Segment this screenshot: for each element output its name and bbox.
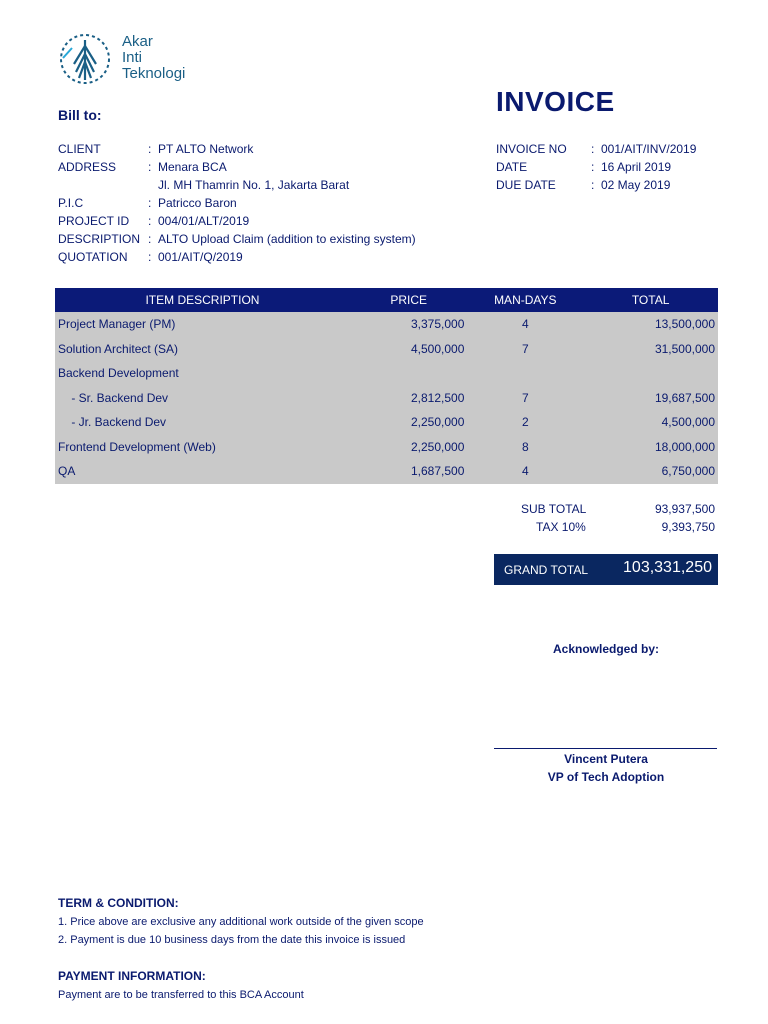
item-price: 4,500,000 (350, 337, 467, 362)
colon: : (148, 142, 152, 156)
colon: : (591, 178, 595, 192)
project-id-label: PROJECT ID (58, 214, 130, 228)
quotation-value: 001/AIT/Q/2019 (158, 250, 243, 264)
invoice-info-block (496, 140, 696, 194)
invoice-title: INVOICE (496, 86, 615, 117)
item-total: 19,687,500 (583, 386, 718, 411)
colon: : (148, 160, 152, 174)
date-label: DATE (496, 160, 528, 174)
item-description: Project Manager (PM) (55, 312, 350, 337)
table-row (55, 435, 718, 460)
item-man-days (467, 361, 583, 386)
item-description: - Jr. Backend Dev (55, 410, 350, 435)
payment-heading: PAYMENT INFORMATION: (58, 969, 206, 983)
bill-to-heading: Bill to: (58, 107, 102, 123)
item-description: - Sr. Backend Dev (55, 386, 350, 411)
table-row (55, 386, 718, 411)
logo-text-inti: Inti (122, 49, 143, 66)
company-logo (58, 32, 208, 88)
header-item-description: ITEM DESCRIPTION (55, 288, 350, 312)
item-price: 3,375,000 (350, 312, 467, 337)
pic-label: P.I.C (58, 196, 84, 210)
payment-line-1: Payment are to be transferred to this BCA Account (58, 989, 304, 1001)
invoice-no-value: 001/AIT/INV/2019 (601, 142, 697, 156)
item-price: 2,812,500 (350, 386, 467, 411)
item-description: Backend Development (55, 361, 350, 386)
table-row (55, 337, 718, 362)
header-man-days: MAN-DAYS (467, 288, 583, 312)
items-table (55, 288, 718, 484)
item-man-days: 8 (467, 435, 583, 460)
colon: : (148, 214, 152, 228)
project-id-value: 004/01/ALT/2019 (158, 214, 250, 228)
colon: : (591, 142, 595, 156)
tax-value: 9,393,750 (661, 520, 715, 534)
colon: : (591, 160, 595, 174)
item-man-days: 4 (467, 312, 583, 337)
table-row (55, 312, 718, 337)
terms-line-2: 2. Payment is due 10 business days from the date this invoice is issued (58, 934, 406, 946)
item-description: QA (55, 459, 350, 484)
table-row (55, 459, 718, 484)
header-total: TOTAL (583, 288, 718, 312)
client-label: CLIENT (58, 142, 101, 156)
colon: : (148, 232, 152, 246)
quotation-label: QUOTATION (58, 250, 128, 264)
item-price (350, 361, 467, 386)
acknowledged-by-label: Acknowledged by: (552, 642, 659, 656)
item-description: Solution Architect (SA) (55, 337, 350, 362)
grand-total-label: GRAND TOTAL (504, 563, 589, 577)
item-price: 1,687,500 (350, 459, 467, 484)
item-total (583, 361, 718, 386)
due-date-label: DUE DATE (496, 178, 556, 192)
address-value-line2: Jl. MH Thamrin No. 1, Jakarta Barat (158, 178, 350, 192)
item-price: 2,250,000 (350, 410, 467, 435)
colon: : (148, 196, 152, 210)
item-man-days: 7 (467, 386, 583, 411)
pic-value: Patricco Baron (158, 196, 237, 210)
item-total: 18,000,000 (583, 435, 718, 460)
item-description: Frontend Development (Web) (55, 435, 350, 460)
tree-logo-icon (58, 32, 116, 86)
grand-total-value: 103,331,250 (623, 559, 712, 576)
grand-total-box (494, 554, 718, 585)
subtotal-value: 93,937,500 (654, 502, 715, 516)
table-row (55, 361, 718, 386)
item-man-days: 7 (467, 337, 583, 362)
tax-label: TAX 10% (536, 520, 586, 534)
item-total: 6,750,000 (583, 459, 718, 484)
signer-name: Vincent Putera (564, 752, 648, 766)
item-man-days: 4 (467, 459, 583, 484)
colon: : (148, 250, 152, 264)
item-total: 4,500,000 (583, 410, 718, 435)
item-total: 31,500,000 (583, 337, 718, 362)
description-value: ALTO Upload Claim (addition to existing system) (158, 232, 416, 246)
table-header-row (55, 288, 718, 312)
item-price: 2,250,000 (350, 435, 467, 460)
client-info-block (58, 140, 416, 266)
address-label: ADDRESS (58, 160, 117, 174)
header-price: PRICE (350, 288, 467, 312)
table-row (55, 410, 718, 435)
signer-role: VP of Tech Adoption (547, 770, 665, 784)
subtotal-label: SUB TOTAL (521, 502, 587, 516)
terms-heading: TERM & CONDITION: (58, 896, 179, 910)
due-date-value: 02 May 2019 (601, 178, 671, 192)
address-value-line1: Menara BCA (158, 160, 227, 174)
logo-text-teknologi: Teknologi (122, 65, 186, 82)
client-value: PT ALTO Network (158, 142, 254, 156)
invoice-no-label: INVOICE NO (496, 142, 567, 156)
logo-text-akar: Akar (122, 33, 153, 50)
terms-line-1: 1. Price above are exclusive any additional work outside of the given scope (58, 916, 424, 928)
item-man-days: 2 (467, 410, 583, 435)
signature-line (494, 748, 717, 749)
date-value: 16 April 2019 (601, 160, 672, 174)
item-total: 13,500,000 (583, 312, 718, 337)
description-label: DESCRIPTION (58, 232, 141, 246)
